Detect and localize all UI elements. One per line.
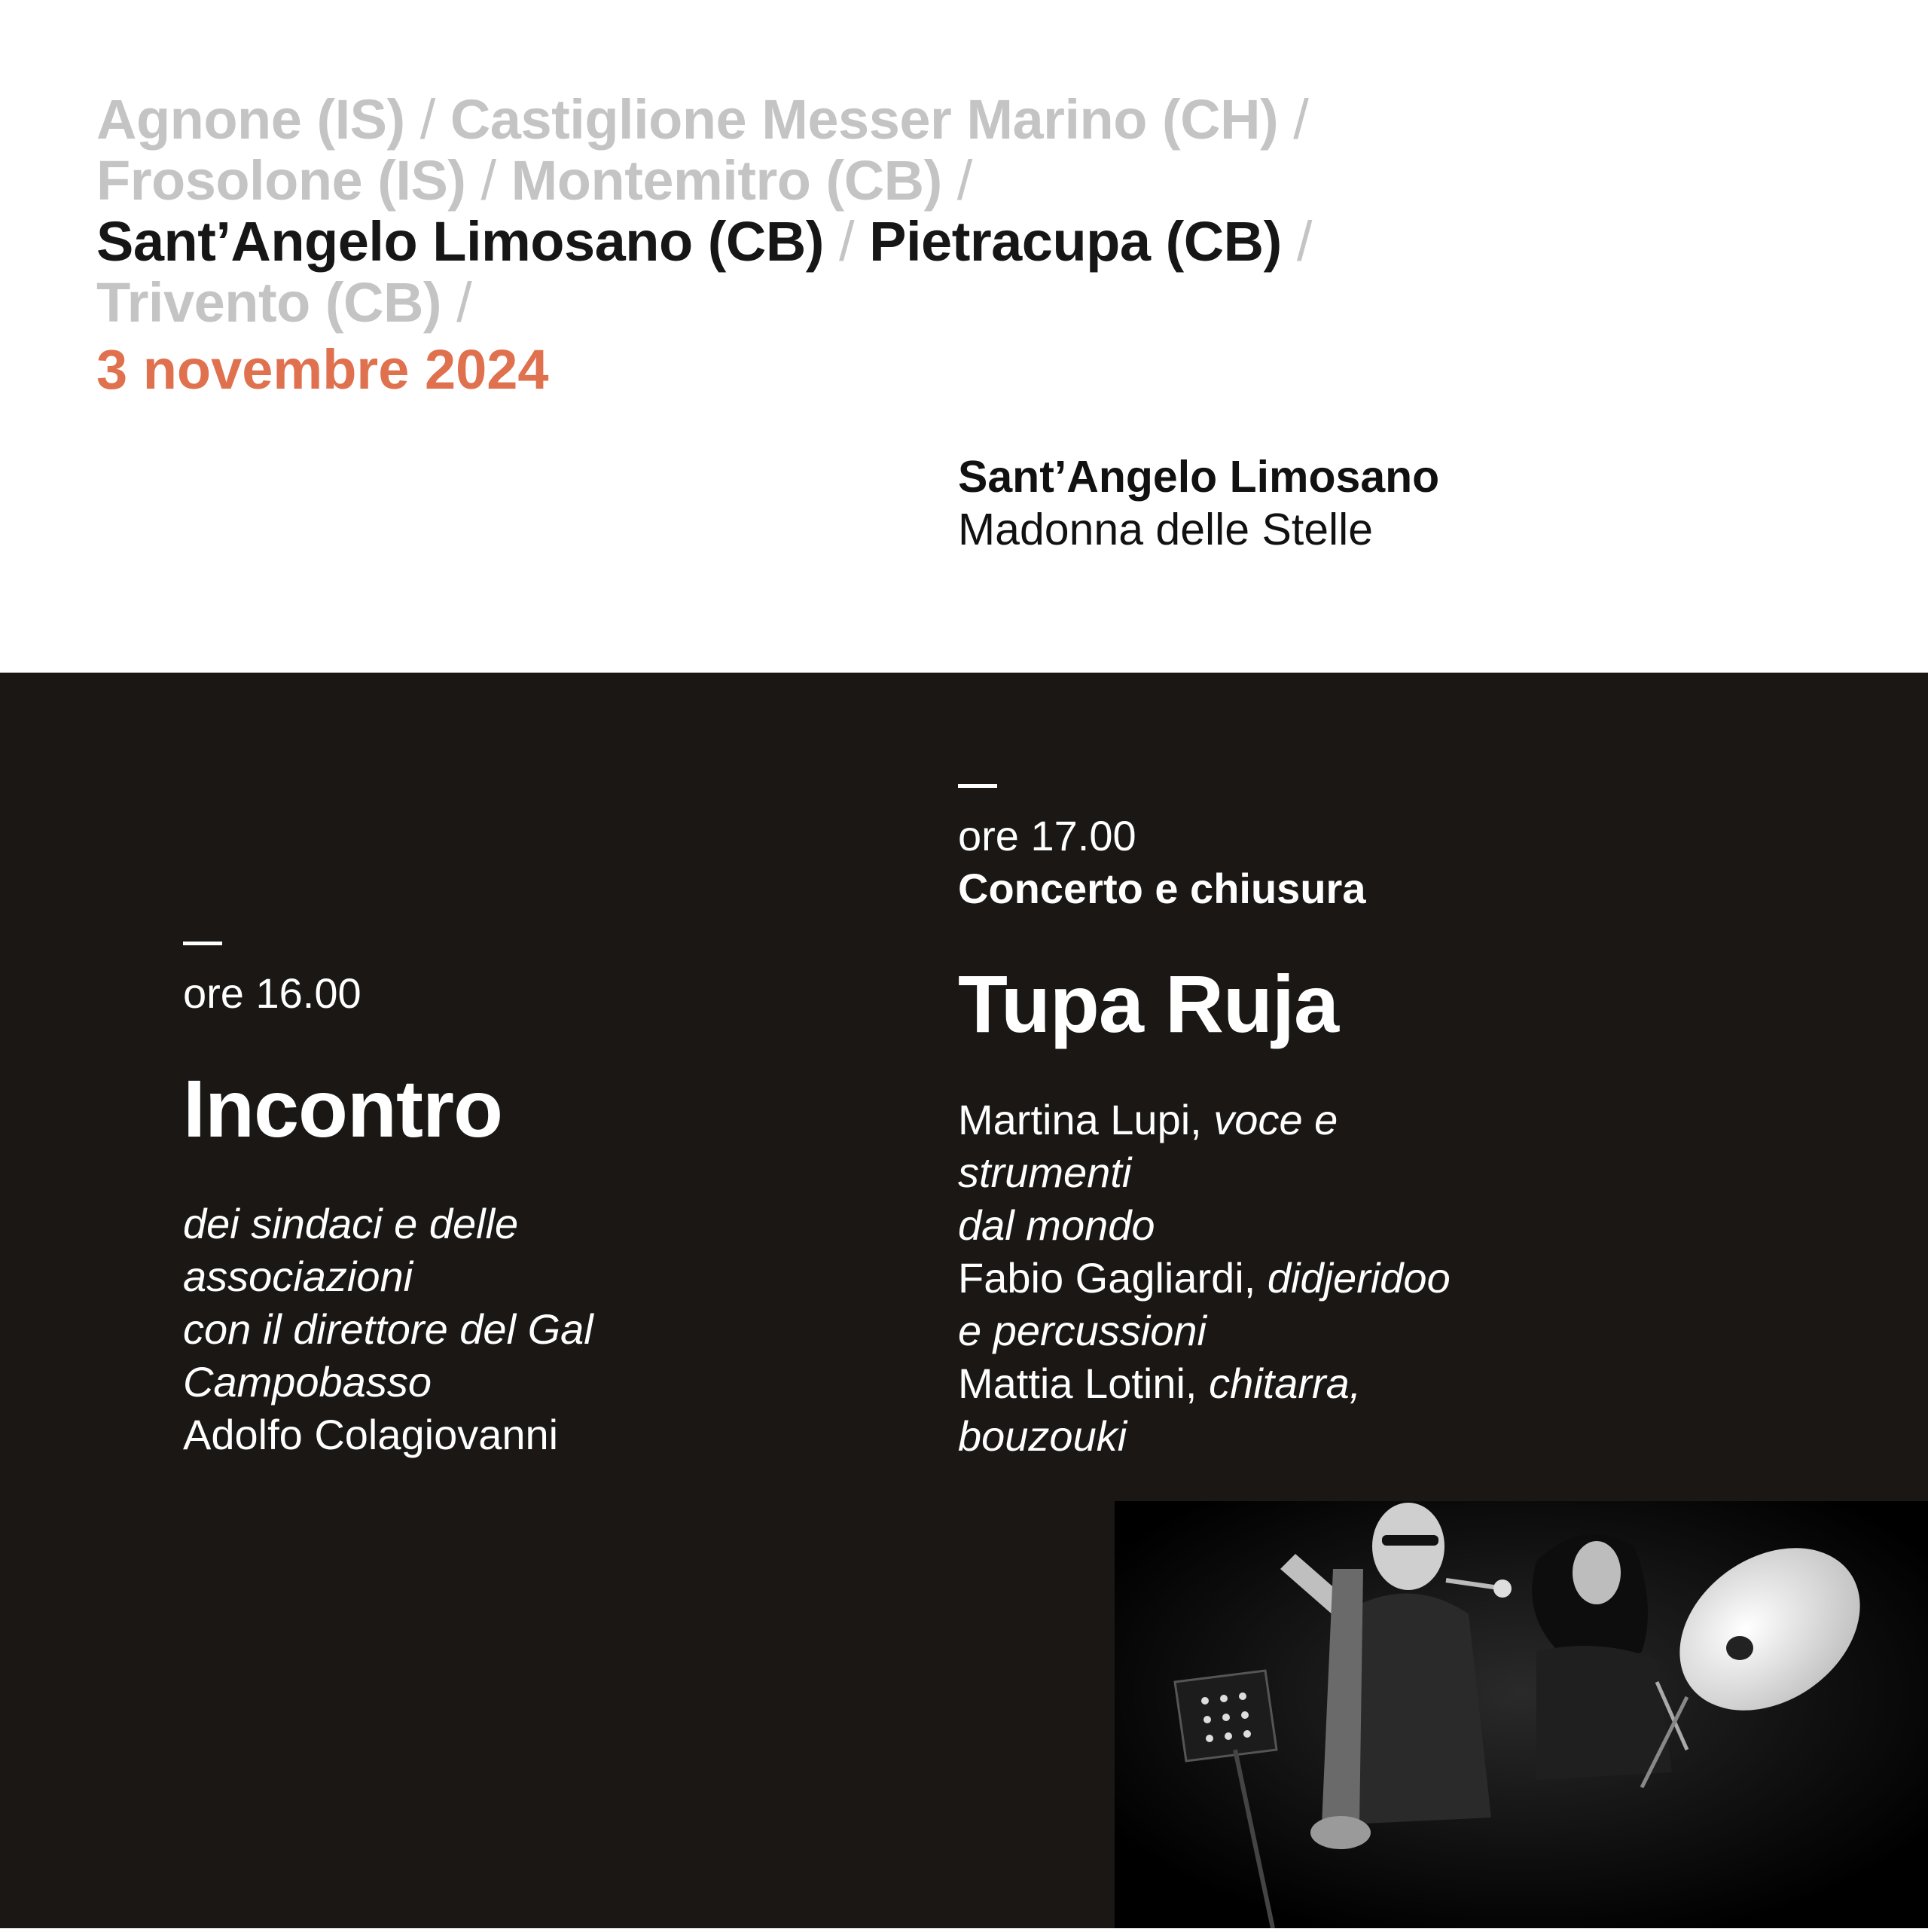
musician-name: Mattia Lotini, [958,1360,1197,1407]
musician-line [958,1357,1636,1410]
dash-right [958,784,997,788]
place-agnone: Agnone (IS) [96,88,405,151]
event-date: 3 novembre 2024 [96,338,549,401]
musician-role: didjeridoo [1267,1254,1451,1302]
musician-name: Fabio Gagliardi, [958,1254,1256,1302]
time-right: ore 17.00 [958,812,1136,859]
musician-name: Martina Lupi, [958,1096,1202,1143]
place-montemitro: Montemitro (CB) [511,149,942,212]
musician-role: strumenti [958,1149,1132,1196]
musician-role: e percussioni [958,1307,1207,1354]
venue-block [958,450,1439,556]
separator: / [956,149,972,212]
title-incontro: Incontro [183,1063,502,1154]
musician-line [958,1252,1636,1305]
place-santangelo: Sant’Angelo Limosano (CB) [96,210,824,273]
separator: / [456,271,472,334]
places-list [96,89,1527,333]
musicians-photo-illustration [1115,1501,1928,1928]
musician-role: chitarra, [1209,1360,1362,1407]
header-section [0,0,1928,673]
venue-name: Sant’Angelo Limosano [958,452,1440,502]
separator: / [1296,210,1312,273]
place-castiglione: Castiglione Messer Marino (CH) [450,88,1279,151]
desc-line: Campobasso [183,1358,432,1406]
desc-line: associazioni [183,1253,413,1300]
place-trivento: Trivento (CB) [96,271,442,334]
time-left: ore 16.00 [183,969,362,1017]
dash-left [183,942,222,945]
place-pietracupa: Pietracupa (CB) [869,210,1282,273]
musician-line [958,1094,1636,1146]
incontro-description [183,1198,710,1461]
separator: / [480,149,496,212]
musician-role: dal mondo [958,1201,1155,1249]
separator: / [839,210,855,273]
desc-line: con il direttore del Gal [183,1305,593,1353]
musicians-list [958,1094,1636,1463]
title-tupa-ruja: Tupa Ruja [958,958,1339,1049]
venue-location: Madonna delle Stelle [958,505,1374,554]
musician-role: bouzouki [958,1412,1127,1460]
musician-role: voce e [1213,1096,1338,1143]
place-frosolone: Frosolone (IS) [96,149,466,212]
musicians-photo [1115,1501,1928,1928]
person-name: Adolfo Colagiovanni [183,1411,559,1458]
desc-line: dei sindaci e delle [183,1200,519,1247]
concert-subtitle: Concerto e chiusura [958,865,1366,912]
separator: / [419,88,435,151]
separator: / [1293,88,1309,151]
